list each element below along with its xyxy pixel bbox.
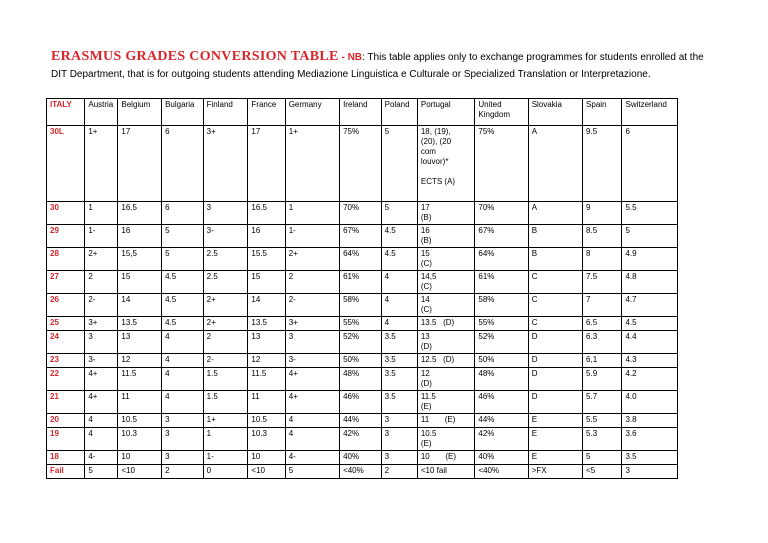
- table-cell: 5: [381, 126, 417, 202]
- table-cell: 3+: [85, 317, 118, 331]
- table-cell: 52%: [475, 331, 528, 354]
- table-cell: 3-: [285, 354, 339, 368]
- table-cell: 11.5: [248, 368, 285, 391]
- table-cell: 2-: [85, 294, 118, 317]
- table-cell: 2: [162, 465, 204, 479]
- table-cell: 11.5: [118, 368, 162, 391]
- table-cell: 5.7: [583, 391, 622, 414]
- table-cell: 8.5: [583, 225, 622, 248]
- table-cell: 2+: [203, 294, 248, 317]
- table-cell: 3: [162, 414, 204, 428]
- table-cell: 44%: [475, 414, 528, 428]
- grades-conversion-table: [46, 98, 678, 479]
- table-cell: 4: [285, 414, 339, 428]
- table-cell: 14,5 (C): [417, 271, 475, 294]
- table-cell: 15: [118, 271, 162, 294]
- table-cell: 3.5: [381, 391, 417, 414]
- italian-grade-cell: 30L: [47, 126, 85, 202]
- table-row: [47, 465, 678, 479]
- table-cell: 9.5: [583, 126, 622, 202]
- table-cell: 4-: [85, 451, 118, 465]
- table-cell: 67%: [475, 225, 528, 248]
- table-cell: 64%: [475, 248, 528, 271]
- table-row: [47, 202, 678, 225]
- table-cell: 40%: [340, 451, 382, 465]
- table-cell: 16.5: [248, 202, 285, 225]
- table-cell: 3.8: [622, 414, 678, 428]
- table-cell: 4.8: [622, 271, 678, 294]
- column-header: France: [248, 99, 285, 126]
- italian-grade-cell: 24: [47, 331, 85, 354]
- table-cell: 4-: [285, 451, 339, 465]
- table-row: [47, 428, 678, 451]
- table-row: [47, 414, 678, 428]
- table-cell: 61%: [340, 271, 382, 294]
- note-dash: -: [338, 52, 348, 63]
- column-header: Switzerland: [622, 99, 678, 126]
- table-cell: 1.5: [203, 391, 248, 414]
- table-cell: 2-: [285, 294, 339, 317]
- table-cell: 3-: [203, 225, 248, 248]
- table-cell: 4: [162, 391, 204, 414]
- table-cell: 14: [118, 294, 162, 317]
- table-cell: 6: [162, 126, 204, 202]
- table-cell: 3.5: [381, 368, 417, 391]
- table-cell: 13.5 (D): [417, 317, 475, 331]
- table-cell: 50%: [340, 354, 382, 368]
- column-header: Spain: [583, 99, 622, 126]
- table-cell: 75%: [340, 126, 382, 202]
- table-cell: 1: [285, 202, 339, 225]
- column-header: Ireland: [340, 99, 382, 126]
- table-cell: 46%: [340, 391, 382, 414]
- column-header: Germany: [285, 99, 339, 126]
- table-cell: 16 (B): [417, 225, 475, 248]
- table-cell: <10: [118, 465, 162, 479]
- table-cell: 42%: [475, 428, 528, 451]
- table-cell: 10.5: [118, 414, 162, 428]
- table-cell: 61%: [475, 271, 528, 294]
- table-cell: 46%: [475, 391, 528, 414]
- table-cell: D: [528, 368, 582, 391]
- table-cell: D: [528, 331, 582, 354]
- note-text: : This table applies only to exchange programmes for students enrolled at the DIT Department, that is for outgoing students attending Mediazione Linguistica e Culturale or Specialized Translation or Interpretazione.: [51, 52, 704, 80]
- table-cell: <40%: [475, 465, 528, 479]
- table-cell: 4.5: [622, 317, 678, 331]
- table-cell: 14 (C): [417, 294, 475, 317]
- table-cell: 3.5: [381, 331, 417, 354]
- table-cell: 4+: [85, 391, 118, 414]
- table-cell: 17 (B): [417, 202, 475, 225]
- italian-grade-cell: 30: [47, 202, 85, 225]
- table-cell: 6: [622, 126, 678, 202]
- italian-grade-cell: 19: [47, 428, 85, 451]
- table-cell: 4.9: [622, 248, 678, 271]
- table-body: [47, 126, 678, 479]
- table-cell: A: [528, 126, 582, 202]
- table-cell: 3.5: [622, 451, 678, 465]
- table-cell: 55%: [475, 317, 528, 331]
- table-cell: 5: [622, 225, 678, 248]
- italian-grade-cell: 27: [47, 271, 85, 294]
- table-cell: 8: [583, 248, 622, 271]
- table-cell: 4.0: [622, 391, 678, 414]
- column-header: Poland: [381, 99, 417, 126]
- table-cell: 3: [162, 428, 204, 451]
- table-cell: 12 (D): [417, 368, 475, 391]
- table-cell: 12: [248, 354, 285, 368]
- table-cell: 5.5: [583, 414, 622, 428]
- table-cell: E: [528, 414, 582, 428]
- table-cell: 16.5: [118, 202, 162, 225]
- table-cell: 10: [118, 451, 162, 465]
- table-cell: 3+: [285, 317, 339, 331]
- table-cell: 4.5: [381, 248, 417, 271]
- table-cell: 4: [285, 428, 339, 451]
- italian-grade-cell: 20: [47, 414, 85, 428]
- table-cell: <10: [248, 465, 285, 479]
- table-cell: 13.5: [118, 317, 162, 331]
- table-cell: 1+: [285, 126, 339, 202]
- table-row: [47, 331, 678, 354]
- table-cell: 4: [85, 414, 118, 428]
- table-row: [47, 294, 678, 317]
- column-header: Slovakia: [528, 99, 582, 126]
- table-cell: 15 (C): [417, 248, 475, 271]
- italian-grade-cell: 18: [47, 451, 85, 465]
- table-cell: 10: [248, 451, 285, 465]
- table-cell: 6.5: [583, 317, 622, 331]
- table-cell: 64%: [340, 248, 382, 271]
- table-cell: 10.5 (E): [417, 428, 475, 451]
- column-header: ITALY: [47, 99, 85, 126]
- table-cell: 52%: [340, 331, 382, 354]
- table-cell: 4+: [285, 368, 339, 391]
- table-cell: 10.3: [248, 428, 285, 451]
- italian-grade-cell: 22: [47, 368, 85, 391]
- table-cell: 15.5: [248, 248, 285, 271]
- table-cell: 11: [248, 391, 285, 414]
- column-header: United Kingdom: [475, 99, 528, 126]
- table-cell: 3+: [203, 126, 248, 202]
- table-cell: 10.3: [118, 428, 162, 451]
- table-cell: 3: [381, 414, 417, 428]
- table-cell: 48%: [340, 368, 382, 391]
- table-cell: 4.5: [162, 294, 204, 317]
- table-cell: E: [528, 428, 582, 451]
- table-cell: 14: [248, 294, 285, 317]
- table-cell: 4+: [85, 368, 118, 391]
- column-header: Austria: [85, 99, 118, 126]
- table-cell: <5: [583, 465, 622, 479]
- table-cell: 2: [381, 465, 417, 479]
- table-cell: 4.3: [622, 354, 678, 368]
- table-cell: 75%: [475, 126, 528, 202]
- italian-grade-cell: Fail: [47, 465, 85, 479]
- table-cell: 0: [203, 465, 248, 479]
- table-cell: <40%: [340, 465, 382, 479]
- table-cell: 2+: [203, 317, 248, 331]
- table-cell: 2: [285, 271, 339, 294]
- table-cell: 50%: [475, 354, 528, 368]
- table-cell: 7.5: [583, 271, 622, 294]
- table-cell: 42%: [340, 428, 382, 451]
- table-cell: 2.5: [203, 271, 248, 294]
- table-cell: 17: [248, 126, 285, 202]
- table-cell: 2+: [285, 248, 339, 271]
- table-cell: C: [528, 317, 582, 331]
- table-row: [47, 317, 678, 331]
- column-header: Belgium: [118, 99, 162, 126]
- table-cell: 15,5: [118, 248, 162, 271]
- table-cell: 5: [583, 451, 622, 465]
- table-cell: 4.4: [622, 331, 678, 354]
- table-cell: 3.5: [381, 354, 417, 368]
- table-cell: 2: [85, 271, 118, 294]
- table-cell: 10.5: [248, 414, 285, 428]
- table-cell: 4.7: [622, 294, 678, 317]
- table-cell: 1-: [285, 225, 339, 248]
- table-cell: 4: [381, 294, 417, 317]
- table-cell: 11: [118, 391, 162, 414]
- table-row: [47, 368, 678, 391]
- table-cell: 3: [285, 331, 339, 354]
- table-row: [47, 225, 678, 248]
- table-cell: 4.2: [622, 368, 678, 391]
- table-cell: 4.5: [162, 271, 204, 294]
- table-cell: 4: [85, 428, 118, 451]
- table-cell: 16: [248, 225, 285, 248]
- table-cell: D: [528, 354, 582, 368]
- table-cell: 4: [381, 271, 417, 294]
- table-cell: 58%: [475, 294, 528, 317]
- table-cell: 4: [162, 354, 204, 368]
- table-cell: 4: [162, 368, 204, 391]
- table-cell: 67%: [340, 225, 382, 248]
- column-header: Finland: [203, 99, 248, 126]
- table-cell: 3: [381, 451, 417, 465]
- table-header-row: [47, 99, 678, 126]
- table-cell: 2-: [203, 354, 248, 368]
- column-header: Portugal: [417, 99, 475, 126]
- table-cell: 10 (E): [417, 451, 475, 465]
- italian-grade-cell: 29: [47, 225, 85, 248]
- table-cell: 5.3: [583, 428, 622, 451]
- table-cell: 13 (D): [417, 331, 475, 354]
- table-row: [47, 126, 678, 202]
- document-heading: [51, 48, 711, 83]
- table-cell: 44%: [340, 414, 382, 428]
- table-cell: 3: [162, 451, 204, 465]
- italian-grade-cell: 25: [47, 317, 85, 331]
- table-cell: 6: [162, 202, 204, 225]
- table-cell: >FX: [528, 465, 582, 479]
- table-cell: 70%: [340, 202, 382, 225]
- note-label: NB: [347, 52, 363, 63]
- table-cell: 1+: [203, 414, 248, 428]
- table-cell: 5: [162, 225, 204, 248]
- table-cell: 15: [248, 271, 285, 294]
- document-title: ERASMUS GRADES CONVERSION TABLE: [51, 49, 339, 64]
- table-cell: 1-: [85, 225, 118, 248]
- table-cell: 12.5 (D): [417, 354, 475, 368]
- table-cell: 13: [118, 331, 162, 354]
- table-cell: E: [528, 451, 582, 465]
- table-cell: 5: [85, 465, 118, 479]
- table-cell: C: [528, 294, 582, 317]
- table-cell: 3-: [85, 354, 118, 368]
- table-cell: 2+: [85, 248, 118, 271]
- table-cell: 2: [203, 331, 248, 354]
- table-cell: 18, (19), (20), (20 com louvor)* ECTS (A): [417, 126, 475, 202]
- table-cell: <10 fail: [417, 465, 475, 479]
- table-cell: B: [528, 225, 582, 248]
- table-cell: 5: [381, 202, 417, 225]
- table-cell: 4.5: [381, 225, 417, 248]
- table-cell: 3: [85, 331, 118, 354]
- table-cell: B: [528, 248, 582, 271]
- italian-grade-cell: 23: [47, 354, 85, 368]
- table-cell: 5.5: [622, 202, 678, 225]
- table-cell: 58%: [340, 294, 382, 317]
- table-cell: 11.5 (E): [417, 391, 475, 414]
- table-row: [47, 451, 678, 465]
- table-cell: 4+: [285, 391, 339, 414]
- table-cell: 13.5: [248, 317, 285, 331]
- table-cell: 17: [118, 126, 162, 202]
- italian-grade-cell: 28: [47, 248, 85, 271]
- table-cell: 40%: [475, 451, 528, 465]
- table-cell: D: [528, 391, 582, 414]
- table-cell: 1-: [203, 451, 248, 465]
- table-row: [47, 271, 678, 294]
- table-cell: 4.5: [162, 317, 204, 331]
- table-cell: 5.9: [583, 368, 622, 391]
- table-cell: 3: [203, 202, 248, 225]
- table-cell: 5: [162, 248, 204, 271]
- table-cell: A: [528, 202, 582, 225]
- table-cell: 7: [583, 294, 622, 317]
- table-cell: 4: [381, 317, 417, 331]
- table-cell: 5: [285, 465, 339, 479]
- italian-grade-cell: 26: [47, 294, 85, 317]
- table-cell: 1: [203, 428, 248, 451]
- table-cell: 3: [381, 428, 417, 451]
- table-cell: 1+: [85, 126, 118, 202]
- table-row: [47, 248, 678, 271]
- table-cell: 9: [583, 202, 622, 225]
- table-cell: 12: [118, 354, 162, 368]
- table-cell: 6,1: [583, 354, 622, 368]
- table-row: [47, 354, 678, 368]
- table-cell: 4: [162, 331, 204, 354]
- table-cell: 13: [248, 331, 285, 354]
- table-cell: 11 (E): [417, 414, 475, 428]
- column-header: Bulgaria: [162, 99, 204, 126]
- table-cell: 2.5: [203, 248, 248, 271]
- table-cell: 16: [118, 225, 162, 248]
- table-cell: 3: [622, 465, 678, 479]
- table-cell: 6.3: [583, 331, 622, 354]
- table-cell: 70%: [475, 202, 528, 225]
- table-cell: C: [528, 271, 582, 294]
- table-row: [47, 391, 678, 414]
- table-cell: 1.5: [203, 368, 248, 391]
- table-cell: 3.6: [622, 428, 678, 451]
- table-cell: 48%: [475, 368, 528, 391]
- table-cell: 55%: [340, 317, 382, 331]
- italian-grade-cell: 21: [47, 391, 85, 414]
- table-cell: 1: [85, 202, 118, 225]
